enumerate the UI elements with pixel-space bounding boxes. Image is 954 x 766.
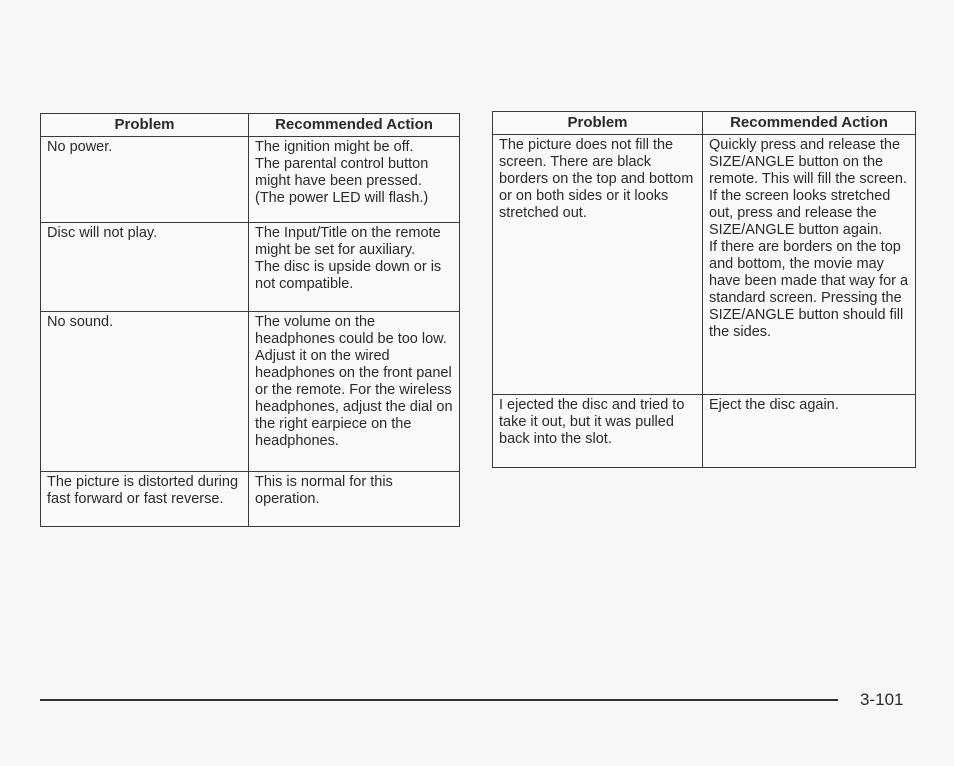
- problem-cell: Disc will not play.: [41, 223, 249, 312]
- problem-cell: No power.: [41, 137, 249, 223]
- table-header-row: [41, 114, 460, 137]
- table-row: [41, 137, 460, 223]
- troubleshooting-table-right: [492, 111, 916, 468]
- table-row: [41, 312, 460, 472]
- table-header-row: [493, 112, 916, 135]
- page-number: 3-101: [860, 690, 904, 709]
- problem-cell: I ejected the disc and tried to take it out, but it was pulled back into the slot.: [493, 395, 703, 468]
- action-cell: The Input/Title on the remote might be set for auxiliary. The disc is upside down or is not compatible.: [249, 223, 460, 312]
- action-cell: The ignition might be off. The parental control button might have been pressed. (The power LED will flash.): [249, 137, 460, 223]
- column-header-recommended-action: Recommended Action: [249, 114, 460, 137]
- footer-rule: [40, 699, 838, 701]
- table-row: [493, 395, 916, 468]
- action-cell: The volume on the headphones could be too low. Adjust it on the wired headphones on the front panel or the remote. For the wireless headphones, adjust the dial on the right earpiece on the headphones.: [249, 312, 460, 472]
- problem-cell: The picture is distorted during fast forward or fast reverse.: [41, 472, 249, 527]
- column-header-recommended-action: Recommended Action: [703, 112, 916, 135]
- table-row: [41, 223, 460, 312]
- action-cell: Quickly press and release the SIZE/ANGLE button on the remote. This will fill the screen. If the screen looks stretched out, press and release the SIZE/ANGLE button again. If there are borders on the top and bottom, the movie may have been made that way for a standard screen. Pressing the SIZE/ANGLE button should fill the sides.: [703, 135, 916, 395]
- troubleshooting-table-left: [40, 113, 460, 527]
- table-row: [493, 135, 916, 395]
- column-header-problem: Problem: [493, 112, 703, 135]
- column-header-problem: Problem: [41, 114, 249, 137]
- table-row: [41, 472, 460, 527]
- action-cell: Eject the disc again.: [703, 395, 916, 468]
- action-cell: This is normal for this operation.: [249, 472, 460, 527]
- problem-cell: No sound.: [41, 312, 249, 472]
- problem-cell: The picture does not fill the screen. There are black borders on the top and bottom or on both sides or it looks stretched out.: [493, 135, 703, 395]
